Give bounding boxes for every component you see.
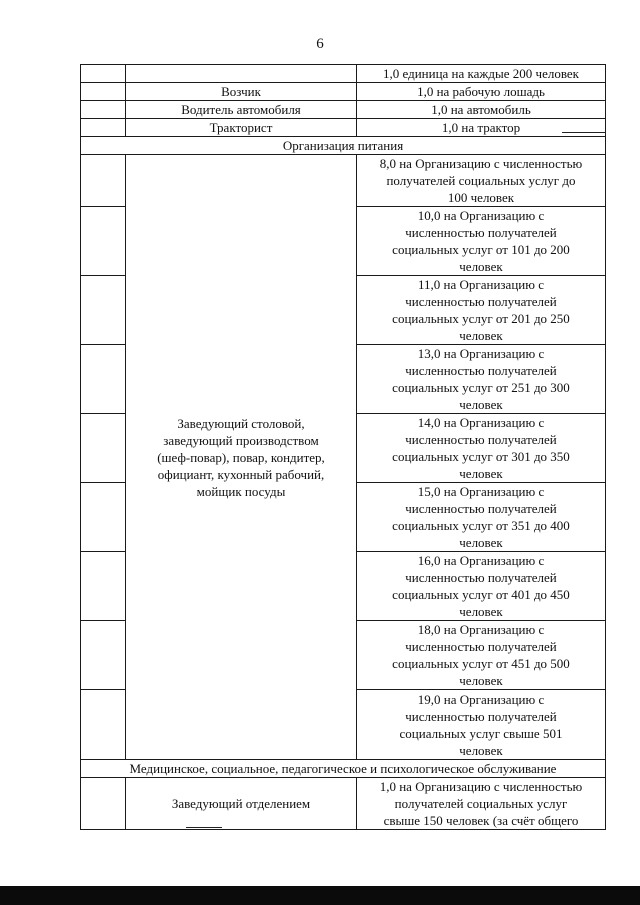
number-cell — [81, 155, 126, 207]
norm-cell: 1,0 на трактор — [357, 119, 606, 137]
table-row — [81, 83, 606, 101]
number-cell — [81, 276, 126, 345]
norm-cell: 13,0 на Организацию с численностью получателей социальных услуг от 251 до 300 человек — [357, 345, 606, 414]
norm-cell: 18,0 на Организацию с численностью получателей социальных услуг от 451 до 500 человек — [357, 621, 606, 690]
norm-cell: 1,0 на Организацию с численностью получателей социальных услуг свыше 150 человек (за счёт общего — [357, 778, 606, 830]
number-cell — [81, 690, 126, 760]
norm-cell: 11,0 на Организацию с численностью получателей социальных услуг от 201 до 250 человек — [357, 276, 606, 345]
position-cell: Возчик — [126, 83, 357, 101]
scan-mark-line — [562, 132, 606, 133]
norm-cell: 1,0 единица на каждые 200 человек — [357, 65, 606, 83]
scan-mark-line — [186, 827, 222, 828]
table-row — [81, 65, 606, 83]
norm-cell: 8,0 на Организацию с численностью получателей социальных услуг до 100 человек — [357, 155, 606, 207]
norm-cell: 1,0 на рабочую лошадь — [357, 83, 606, 101]
norm-cell: 16,0 на Организацию с численностью получателей социальных услуг от 401 до 450 человек — [357, 552, 606, 621]
table-row — [81, 101, 606, 119]
number-cell — [81, 345, 126, 414]
scan-border — [0, 886, 640, 905]
section-header-row — [81, 760, 606, 778]
position-cell-food: Заведующий столовой, заведующий производством (шеф-повар), повар, кондитер, официант, кухонный рабочий, мойщик посуды — [126, 155, 357, 760]
number-cell — [81, 414, 126, 483]
position-cell: Тракторист — [126, 119, 357, 137]
position-cell: Заведующий отделением — [126, 778, 357, 830]
number-cell — [81, 552, 126, 621]
table-row — [81, 155, 606, 207]
page-number: 6 — [316, 36, 324, 52]
position-cell: Водитель автомобиля — [126, 101, 357, 119]
number-cell — [81, 101, 126, 119]
number-cell — [81, 83, 126, 101]
norm-cell: 1,0 на автомобиль — [357, 101, 606, 119]
number-cell — [81, 778, 126, 830]
section-heading-food: Организация питания — [81, 137, 606, 155]
section-header-row — [81, 137, 606, 155]
section-heading-medical: Медицинское, социальное, педагогическое и психологическое обслуживание — [81, 760, 606, 778]
table-row — [81, 778, 606, 830]
norm-cell: 19,0 на Организацию с численностью получателей социальных услуг свыше 501 человек — [357, 690, 606, 760]
norm-cell: 15,0 на Организацию с численностью получателей социальных услуг от 351 до 400 человек — [357, 483, 606, 552]
number-cell — [81, 621, 126, 690]
number-cell — [81, 119, 126, 137]
position-cell — [126, 65, 357, 83]
number-cell — [81, 65, 126, 83]
staffing-table — [80, 64, 606, 830]
number-cell — [81, 207, 126, 276]
norm-cell: 10,0 на Организацию с численностью получателей социальных услуг от 101 до 200 человек — [357, 207, 606, 276]
number-cell — [81, 483, 126, 552]
table-row — [81, 119, 606, 137]
norm-cell: 14,0 на Организацию с численностью получателей социальных услуг от 301 до 350 человек — [357, 414, 606, 483]
